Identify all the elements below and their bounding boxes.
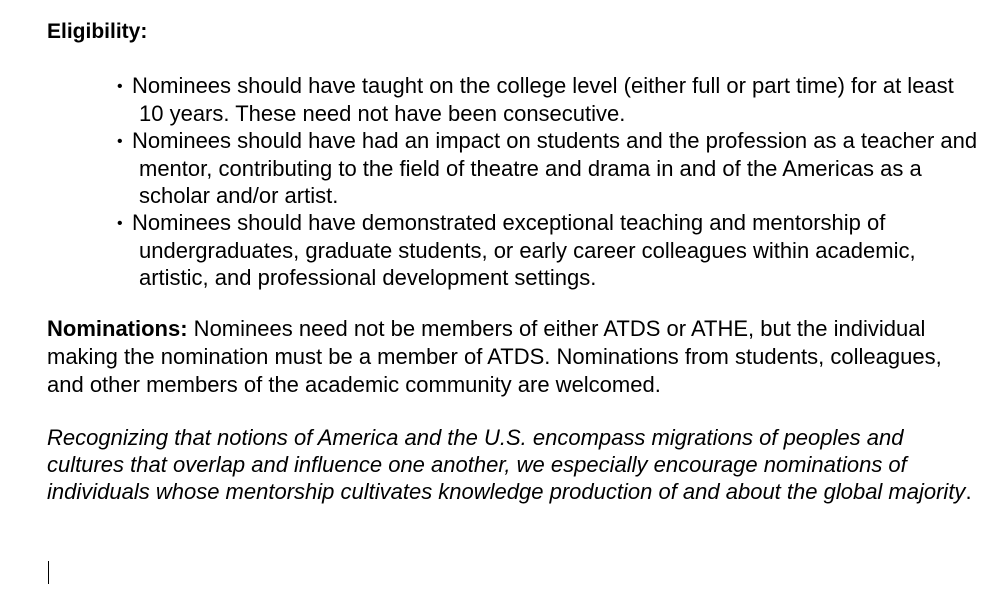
diversity-statement [47, 424, 977, 505]
eligibility-item-text: Nominees should have taught on the college level (either full or part time) for at least 10 years. These need not have been consecutive. [132, 73, 954, 126]
bullet-icon: • [117, 133, 123, 150]
nominations-paragraph [47, 315, 967, 399]
bullet-icon: • [117, 78, 123, 95]
eligibility-item-text: Nominees should have demonstrated exceptional teaching and mentorship of undergraduates, graduate students, or early career colleagues within academic, artistic, and professional development settings. [132, 210, 916, 290]
nominations-text: Nominees need not be members of either ATDS or ATHE, but the individual making the nomination must be a member of ATDS. Nominations from students, colleagues, and other members of the academic community are welcomed. [47, 316, 942, 397]
eligibility-item [102, 209, 982, 291]
text-cursor [48, 561, 49, 584]
eligibility-item [102, 127, 982, 209]
eligibility-heading: Eligibility: [47, 20, 148, 43]
eligibility-item-text: Nominees should have had an impact on students and the profession as a teacher and mentor, contributing to the field of theatre and drama in and of the Americas as a scholar and/or artist. [132, 128, 978, 208]
nominations-label: Nominations: [47, 316, 188, 341]
eligibility-list [102, 72, 982, 291]
bullet-icon: • [117, 215, 123, 232]
eligibility-item [102, 72, 982, 127]
diversity-statement-period: . [965, 479, 972, 504]
diversity-statement-text: Recognizing that notions of America and the U.S. encompass migrations of peoples and cultures that overlap and influence one another, we especially encourage nominations of individuals whose mentorship cultivates knowledge production of and about the global majority [47, 425, 966, 504]
